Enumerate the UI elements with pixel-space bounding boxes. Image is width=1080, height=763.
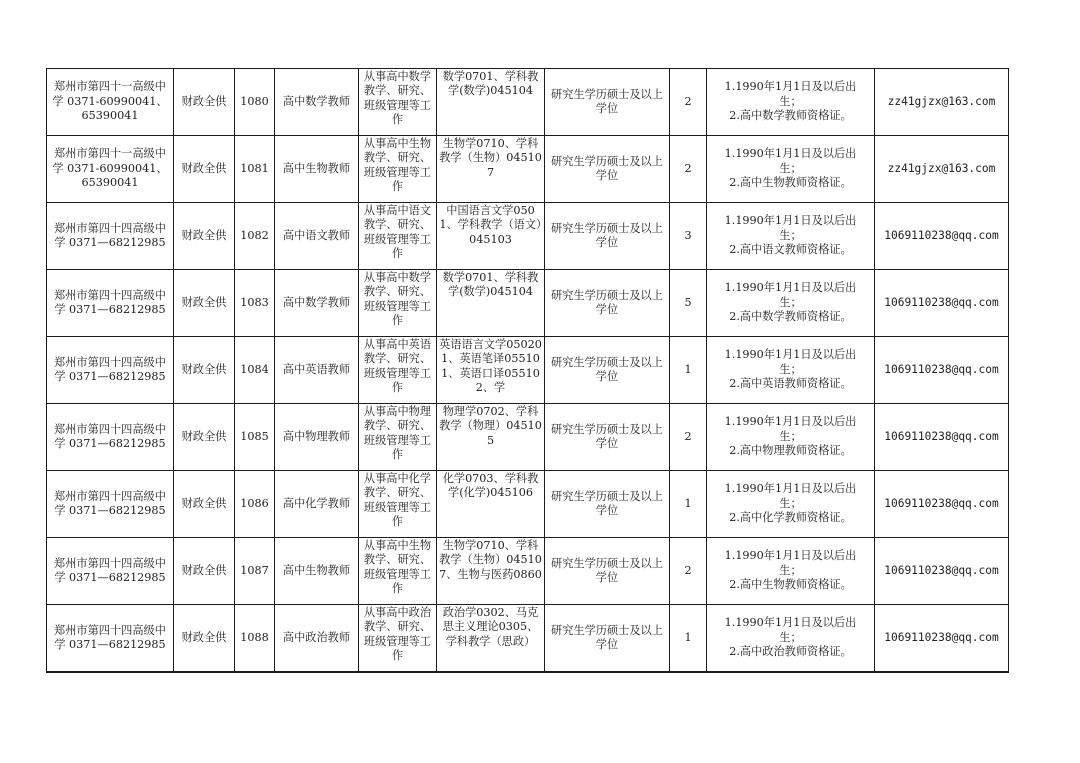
requirement-age: 1.1990年1月1日及以后出生； bbox=[724, 80, 857, 108]
funding-cell: 财政全供 bbox=[174, 337, 235, 404]
degree-cell: 研究生学历硕士及以上学位 bbox=[545, 270, 670, 337]
contact-email-cell: 1069110238@qq.com bbox=[875, 605, 1009, 673]
requirement-certificate: 2.高中化学教师资格证。 bbox=[729, 511, 852, 525]
table-row bbox=[47, 471, 1009, 538]
headcount-cell: 2 bbox=[670, 69, 707, 136]
position-code-cell: 1084 bbox=[235, 337, 275, 404]
requirements-cell bbox=[707, 203, 875, 270]
position-name-cell: 高中物理教师 bbox=[275, 404, 359, 471]
duty-text: 从事高中物理教学、研究、班级管理等工作 bbox=[363, 405, 432, 462]
requirements-cell bbox=[707, 538, 875, 605]
employer-text: 郑州市第四十四高级中学 0371—68212985 bbox=[54, 623, 166, 651]
duty-text: 从事高中政治教学、研究、班级管理等工作 bbox=[363, 606, 432, 663]
major-cell bbox=[437, 538, 545, 605]
duty-text: 从事高中英语教学、研究、班级管理等工作 bbox=[363, 338, 432, 395]
position-code-cell: 1081 bbox=[235, 136, 275, 203]
position-code-cell: 1080 bbox=[235, 69, 275, 136]
duty-cell bbox=[359, 69, 437, 136]
employer-cell bbox=[47, 203, 174, 270]
funding-cell: 财政全供 bbox=[174, 69, 235, 136]
position-code-cell: 1083 bbox=[235, 270, 275, 337]
position-code-cell: 1085 bbox=[235, 404, 275, 471]
duty-text: 从事高中生物教学、研究、班级管理等工作 bbox=[363, 539, 432, 596]
table-row bbox=[47, 538, 1009, 605]
duty-cell bbox=[359, 471, 437, 538]
duty-text: 从事高中数学教学、研究、班级管理等工作 bbox=[363, 271, 432, 328]
requirement-age: 1.1990年1月1日及以后出生； bbox=[724, 214, 857, 242]
funding-cell: 财政全供 bbox=[174, 471, 235, 538]
employer-text: 郑州市第四十四高级中学 0371—68212985 bbox=[54, 556, 166, 584]
major-text: 化学0703、学科教学(化学)045106 bbox=[442, 472, 539, 500]
employer-text: 郑州市第四十四高级中学 0371—68212985 bbox=[54, 422, 166, 450]
requirement-age: 1.1990年1月1日及以后出生； bbox=[724, 415, 857, 443]
requirement-certificate: 2.高中语文教师资格证。 bbox=[729, 243, 852, 257]
position-name-cell: 高中数学教师 bbox=[275, 270, 359, 337]
major-text: 数学0701、学科教学(数学)045104 bbox=[442, 271, 539, 299]
major-text: 生物学0710、学科教学（生物）045107、生物与医药0860 bbox=[439, 539, 542, 581]
major-cell bbox=[437, 605, 545, 673]
requirement-certificate: 2.高中生物教师资格证。 bbox=[729, 578, 852, 592]
funding-cell: 财政全供 bbox=[174, 270, 235, 337]
position-code-cell: 1088 bbox=[235, 605, 275, 673]
employer-cell bbox=[47, 69, 174, 136]
headcount-cell: 3 bbox=[670, 203, 707, 270]
degree-cell: 研究生学历硕士及以上学位 bbox=[545, 605, 670, 673]
duty-cell bbox=[359, 538, 437, 605]
contact-email-cell: zz41gjzx@163.com bbox=[875, 69, 1009, 136]
requirement-certificate: 2.高中政治教师资格证。 bbox=[729, 645, 852, 659]
employer-cell bbox=[47, 404, 174, 471]
table-row bbox=[47, 337, 1009, 404]
funding-cell: 财政全供 bbox=[174, 203, 235, 270]
duty-text: 从事高中语文教学、研究、班级管理等工作 bbox=[363, 204, 432, 261]
major-cell bbox=[437, 337, 545, 404]
requirement-age: 1.1990年1月1日及以后出生； bbox=[724, 616, 857, 644]
headcount-cell: 2 bbox=[670, 136, 707, 203]
employer-cell bbox=[47, 471, 174, 538]
duty-cell bbox=[359, 337, 437, 404]
table-row bbox=[47, 270, 1009, 337]
employer-text: 郑州市第四十一高级中学 0371-60990041、65390041 bbox=[52, 147, 168, 190]
position-name-cell: 高中化学教师 bbox=[275, 471, 359, 538]
position-name-cell: 高中语文教师 bbox=[275, 203, 359, 270]
position-name-cell: 高中政治教师 bbox=[275, 605, 359, 673]
employer-cell bbox=[47, 605, 174, 673]
major-cell bbox=[437, 203, 545, 270]
requirement-certificate: 2.高中数学教师资格证。 bbox=[729, 310, 852, 324]
employer-cell bbox=[47, 337, 174, 404]
major-cell bbox=[437, 69, 545, 136]
contact-email-cell: 1069110238@qq.com bbox=[875, 404, 1009, 471]
major-cell bbox=[437, 270, 545, 337]
degree-cell: 研究生学历硕士及以上学位 bbox=[545, 337, 670, 404]
funding-cell: 财政全供 bbox=[174, 404, 235, 471]
contact-email-cell: 1069110238@qq.com bbox=[875, 270, 1009, 337]
duty-cell bbox=[359, 270, 437, 337]
duty-cell bbox=[359, 203, 437, 270]
major-cell bbox=[437, 404, 545, 471]
employer-text: 郑州市第四十四高级中学 0371—68212985 bbox=[54, 489, 166, 517]
headcount-cell: 5 bbox=[670, 270, 707, 337]
major-text: 物理学0702、学科教学（物理）045105 bbox=[439, 405, 542, 447]
requirements-cell bbox=[707, 270, 875, 337]
contact-email-cell: zz41gjzx@163.com bbox=[875, 136, 1009, 203]
duty-text: 从事高中数学教学、研究、班级管理等工作 bbox=[363, 70, 432, 127]
employer-text: 郑州市第四十四高级中学 0371—68212985 bbox=[54, 221, 166, 249]
major-text: 数学0701、学科教学(数学)045104 bbox=[442, 70, 539, 98]
table-row bbox=[47, 69, 1009, 136]
contact-email-cell: 1069110238@qq.com bbox=[875, 203, 1009, 270]
degree-cell: 研究生学历硕士及以上学位 bbox=[545, 404, 670, 471]
funding-cell: 财政全供 bbox=[174, 538, 235, 605]
headcount-cell: 1 bbox=[670, 337, 707, 404]
requirement-certificate: 2.高中物理教师资格证。 bbox=[729, 444, 852, 458]
employer-cell bbox=[47, 270, 174, 337]
major-text: 中国语言文学0501、学科教学（语文）045103 bbox=[439, 204, 542, 246]
job-table bbox=[46, 68, 1009, 673]
employer-text: 郑州市第四十四高级中学 0371—68212985 bbox=[54, 355, 166, 383]
headcount-cell: 1 bbox=[670, 471, 707, 538]
employer-cell bbox=[47, 136, 174, 203]
table-row bbox=[47, 136, 1009, 203]
requirement-age: 1.1990年1月1日及以后出生； bbox=[724, 348, 857, 376]
headcount-cell: 2 bbox=[670, 538, 707, 605]
employer-cell bbox=[47, 538, 174, 605]
major-cell bbox=[437, 471, 545, 538]
degree-cell: 研究生学历硕士及以上学位 bbox=[545, 69, 670, 136]
duty-cell bbox=[359, 605, 437, 673]
contact-email-cell: 1069110238@qq.com bbox=[875, 538, 1009, 605]
funding-cell: 财政全供 bbox=[174, 136, 235, 203]
degree-cell: 研究生学历硕士及以上学位 bbox=[545, 538, 670, 605]
requirement-age: 1.1990年1月1日及以后出生； bbox=[724, 281, 857, 309]
requirement-age: 1.1990年1月1日及以后出生； bbox=[724, 482, 857, 510]
position-code-cell: 1082 bbox=[235, 203, 275, 270]
position-code-cell: 1086 bbox=[235, 471, 275, 538]
position-name-cell: 高中生物教师 bbox=[275, 136, 359, 203]
position-name-cell: 高中生物教师 bbox=[275, 538, 359, 605]
requirement-certificate: 2.高中生物教师资格证。 bbox=[729, 176, 852, 190]
table-row bbox=[47, 203, 1009, 270]
requirement-age: 1.1990年1月1日及以后出生； bbox=[724, 549, 857, 577]
requirements-cell bbox=[707, 404, 875, 471]
employer-text: 郑州市第四十四高级中学 0371—68212985 bbox=[54, 288, 166, 316]
position-name-cell: 高中英语教师 bbox=[275, 337, 359, 404]
degree-cell: 研究生学历硕士及以上学位 bbox=[545, 471, 670, 538]
recruitment-sheet bbox=[46, 68, 1008, 673]
position-name-cell: 高中数学教师 bbox=[275, 69, 359, 136]
table-row bbox=[47, 404, 1009, 471]
contact-email-cell: 1069110238@qq.com bbox=[875, 337, 1009, 404]
requirements-cell bbox=[707, 136, 875, 203]
funding-cell: 财政全供 bbox=[174, 605, 235, 673]
requirement-certificate: 2.高中英语教师资格证。 bbox=[729, 377, 852, 391]
requirements-cell bbox=[707, 605, 875, 673]
headcount-cell: 1 bbox=[670, 605, 707, 673]
requirements-cell bbox=[707, 471, 875, 538]
requirement-age: 1.1990年1月1日及以后出生； bbox=[724, 147, 857, 175]
duty-cell bbox=[359, 136, 437, 203]
major-text: 政治学0302、马克思主义理论0305、学科教学（思政） bbox=[442, 606, 539, 648]
position-code-cell: 1087 bbox=[235, 538, 275, 605]
duty-cell bbox=[359, 404, 437, 471]
degree-cell: 研究生学历硕士及以上学位 bbox=[545, 136, 670, 203]
requirements-cell bbox=[707, 337, 875, 404]
duty-text: 从事高中化学教学、研究、班级管理等工作 bbox=[363, 472, 432, 529]
major-cell bbox=[437, 136, 545, 203]
degree-cell: 研究生学历硕士及以上学位 bbox=[545, 203, 670, 270]
employer-text: 郑州市第四十一高级中学 0371-60990041、65390041 bbox=[52, 80, 168, 123]
table-row bbox=[47, 605, 1009, 673]
duty-text: 从事高中生物教学、研究、班级管理等工作 bbox=[363, 137, 432, 194]
requirement-certificate: 2.高中数学教师资格证。 bbox=[729, 109, 852, 123]
major-text: 生物学0710、学科教学（生物）045107 bbox=[439, 137, 542, 179]
requirements-cell bbox=[707, 69, 875, 136]
headcount-cell: 2 bbox=[670, 404, 707, 471]
major-text: 英语语言文学050201、英语笔译055101、英语口译055102、学 bbox=[439, 338, 542, 395]
contact-email-cell: 1069110238@qq.com bbox=[875, 471, 1009, 538]
job-rows bbox=[47, 69, 1009, 673]
